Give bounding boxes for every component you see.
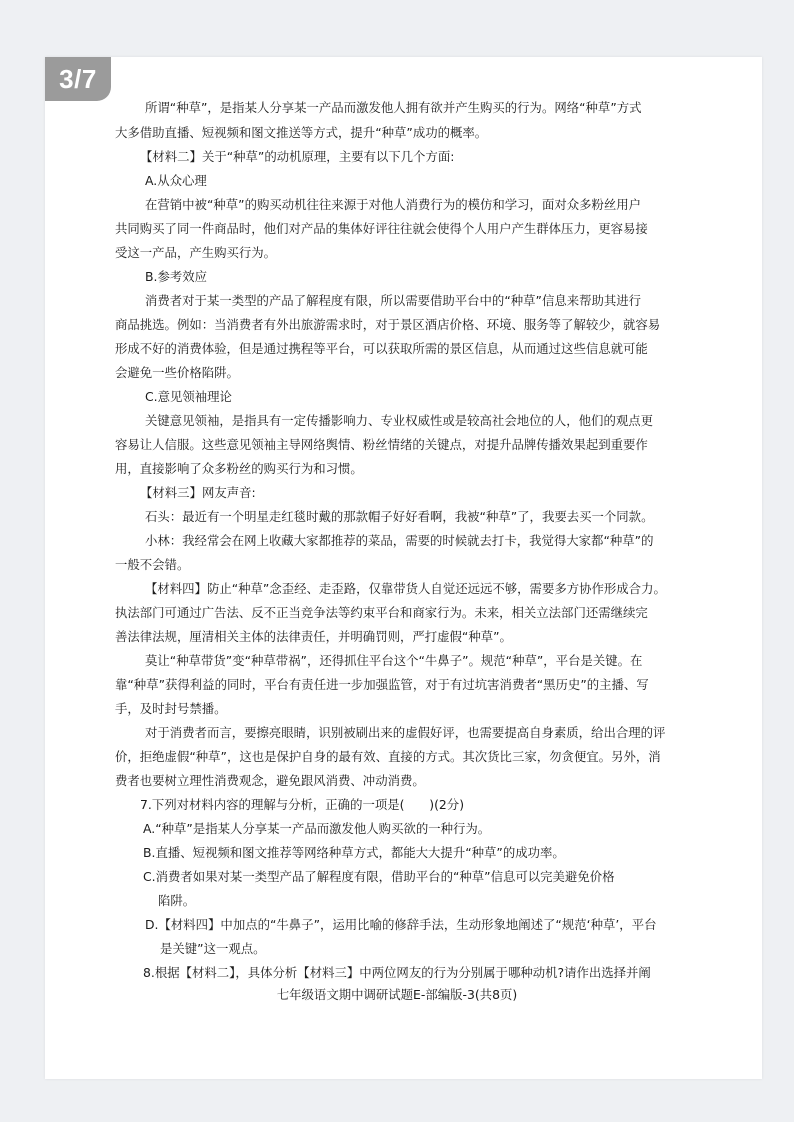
text-line: 价，拒绝虚假“种草”，这也是保护自身的最有效、直接的方式。其次货比三家，勿贪便宜。另外，消: [115, 749, 661, 764]
text-line: 用，直接影响了众多粉丝的购买行为和习惯。: [115, 461, 363, 476]
text-line: 善法律法规，厘清相关主体的法律责任，并明确罚则，严打虚假“种草”。: [115, 629, 512, 644]
page-footer: 七年级语文期中调研试题E-部编版-3(共8页): [276, 987, 518, 1002]
text-line: 对于消费者而言，要擦亮眼睛，识别被刷出来的虚假好评，也需要提高自身素质，给出合理的评: [145, 725, 666, 740]
question-8: 8.根据【材料二】，具体分析【材料三】中两位网友的行为分别属于哪种动机?请作出选择并阐: [143, 965, 651, 980]
text-line: 费者也要树立理性消费观念，避免跟风消费、冲动消费。: [115, 773, 425, 788]
text-line: 【材料四】防止“种草”念歪经、走歪路，仅靠带货人自觉还远远不够，需要多方协作形成合力。: [145, 581, 666, 596]
option-b: B.直播、短视频和图文推荐等网络种草方式，都能大大提升“种草”的成功率。: [143, 845, 565, 860]
text-line: 所谓“种草”，是指某人分享某一产品而激发他人拥有欲并产生购买的行为。网络“种草”方式: [145, 100, 642, 115]
text-line: 执法部门可通过广告法、反不正当竞争法等约束平台和商家行为。未来，相关立法部门还需继续完: [115, 605, 648, 620]
text-line: 受这一产品，产生购买行为。: [115, 245, 277, 260]
section-heading: 【材料二】关于“种草”的动机原理，主要有以下几个方面:: [140, 149, 455, 164]
option-c: C.消费者如果对某一类型产品了解程度有限，借助平台的“种草”信息可以完美避免价格: [143, 869, 615, 884]
text-line: 关键意见领袖，是指具有一定传播影响力、专业权威性或是较高社会地位的人，他们的观点更: [145, 413, 654, 428]
option-a: A.“种草”是指某人分享某一产品而激发他人购买欲的一种行为。: [143, 821, 491, 836]
option-c-continued: 陷阱。: [158, 893, 196, 908]
text-line: 消费者对于某一类型的产品了解程度有限，所以需要借助平台中的“种草”信息来帮助其进行: [145, 293, 642, 308]
text-line: 会避免一些价格陷阱。: [115, 365, 239, 380]
text-line: 形成不好的消费体验，但是通过携程等平台，可以获取所需的景区信息，从而通过这些信息就可能: [115, 341, 648, 356]
subsection-heading: C.意见领袖理论: [145, 389, 232, 404]
text-line: 大多借助直播、短视频和图文推送等方式，提升“种草”成功的概率。: [115, 125, 488, 140]
text-line: 一般不会错。: [115, 557, 190, 572]
section-heading: 【材料三】网友声音:: [140, 485, 256, 500]
text-line: 莫让“种草带货”变“种草带祸”，还得抓住平台这个“牛鼻子”。规范“种草”，平台是关键。在: [145, 653, 643, 668]
text-line: 容易让人信服。这些意见领袖主导网络舆情、粉丝情绪的关键点，对提升品牌传播效果起到重要作: [115, 437, 648, 452]
subsection-heading: B.参考效应: [145, 269, 208, 284]
question-7: 7.下列对材料内容的理解与分析，正确的一项是( )(2分): [140, 797, 465, 812]
option-d: D.【材料四】中加点的“牛鼻子”，运用比喻的修辞手法，生动形象地阐述了“规范‘种草’，平台: [145, 917, 657, 932]
option-d-continued: 是关键”这一观点。: [160, 941, 266, 956]
page-indicator-badge: 3/7: [45, 57, 111, 101]
text-line: 共同购买了同一件商品时，他们对产品的集体好评往往就会使得个人用户产生群体压力，更容易接: [115, 221, 648, 236]
text-line: 手，及时封号禁播。: [115, 701, 227, 716]
text-line: 在营销中被“种草”的购买动机往往来源于对他人消费行为的模仿和学习，面对众多粉丝用户: [145, 197, 642, 212]
text-line: 小林：我经常会在网上收藏大家都推荐的菜品，需要的时候就去打卡，我觉得大家都“种草”的: [145, 533, 654, 548]
text-line: 石头：最近有一个明星走红毯时戴的那款帽子好好看啊，我被“种草”了，我要去买一个同款。: [145, 509, 654, 524]
subsection-heading: A.从众心理: [145, 173, 207, 188]
text-line: 商品挑选。例如：当消费者有外出旅游需求时，对于景区酒店价格、环境、服务等了解较少，就容易: [115, 317, 661, 332]
text-line: 靠“种草”获得利益的同时，平台有责任进一步加强监管，对于有过坑害消费者“黑历史”的主播、写: [115, 677, 649, 692]
